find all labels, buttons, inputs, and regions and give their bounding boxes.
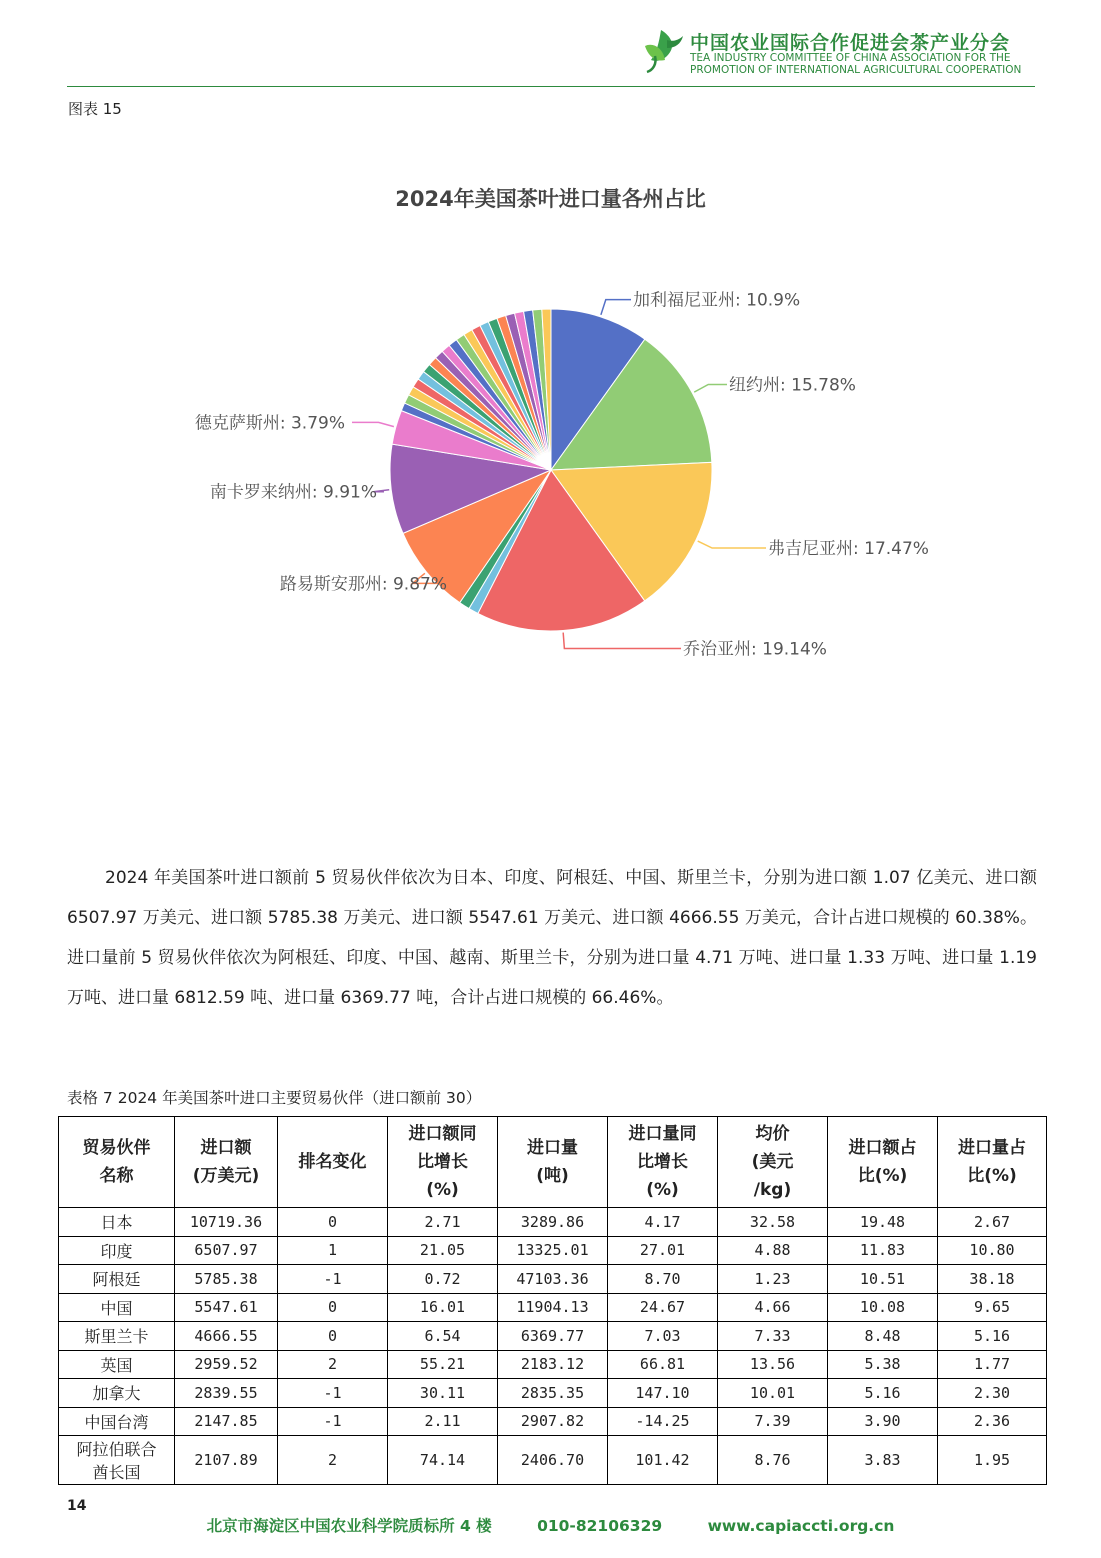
table-cell-partner: 斯里兰卡	[59, 1322, 175, 1351]
table-cell: 3.83	[828, 1436, 938, 1485]
table-cell-partner: 日本	[59, 1208, 175, 1237]
table-row	[59, 1265, 1047, 1294]
table-cell: 9.65	[938, 1293, 1047, 1322]
table-cell: 1	[278, 1236, 388, 1265]
table-cell: 101.42	[608, 1436, 718, 1485]
table-cell: 2.30	[938, 1379, 1047, 1408]
table-cell: 4.17	[608, 1208, 718, 1237]
table-cell: 6507.97	[175, 1236, 278, 1265]
table-cell: 66.81	[608, 1350, 718, 1379]
table-cell: 19.48	[828, 1208, 938, 1237]
table-cell-partner: 加拿大	[59, 1379, 175, 1408]
table-cell: 1.77	[938, 1350, 1047, 1379]
pie-leader-line	[563, 633, 681, 649]
table-cell: 13325.01	[498, 1236, 608, 1265]
table-row	[59, 1208, 1047, 1237]
body-paragraph: 2024 年美国茶叶进口额前 5 贸易伙伴依次为日本、印度、阿根廷、中国、斯里兰卡，分别为进口额 1.07 亿美元、进口额 6507.97 万美元、进口额 5785.38 万美元、进口额 5547.61 万美元、进口额 4666.55 万美元，合计占进口规模的 60.38%。进口量前 5 贸易伙伴依次为阿根廷、印度、中国、越南、斯里兰卡，分别为进口量 4.71 万吨、进口量 1.33 万吨、进口量 1.19 万吨、进口量 6812.59 吨、进口量 6369.77 吨，合计占进口规模的 66.46%。	[67, 868, 1037, 1008]
table-cell: 5785.38	[175, 1265, 278, 1294]
table-cell: 147.10	[608, 1379, 718, 1408]
table-row	[59, 1379, 1047, 1408]
pie-slice-label: 加利福尼亚州: 10.9%	[633, 290, 801, 311]
table-cell: 8.76	[718, 1436, 828, 1485]
pie-slice-label: 德克萨斯州: 3.79%	[194, 413, 345, 434]
table-cell: 2839.55	[175, 1379, 278, 1408]
pie-slice-label: 弗吉尼亚州: 17.47%	[768, 539, 929, 560]
table-cell: 1.95	[938, 1436, 1047, 1485]
org-name-cn: 中国农业国际合作促进会茶产业分会	[690, 32, 1011, 54]
table-cell: 30.11	[388, 1379, 498, 1408]
pie-chart	[0, 0, 1101, 720]
table-cell: 8.48	[828, 1322, 938, 1351]
table-header-cell: 进口量同 比增长 (%)	[608, 1117, 718, 1208]
trade-partner-table	[58, 1116, 1047, 1485]
table-cell: 7.03	[608, 1322, 718, 1351]
table-cell: 5.16	[828, 1379, 938, 1408]
table-cell: -1	[278, 1379, 388, 1408]
table-cell-partner: 阿拉伯联合 酋长国	[59, 1436, 175, 1485]
table-cell: 4.66	[718, 1293, 828, 1322]
figure-label: 图表 15	[68, 100, 122, 118]
table-cell: 0	[278, 1322, 388, 1351]
table-cell: -1	[278, 1407, 388, 1436]
table-row	[59, 1322, 1047, 1351]
table-cell-partner: 英国	[59, 1350, 175, 1379]
table-cell: 2	[278, 1436, 388, 1485]
footer-phone: 010-82106329	[537, 1517, 663, 1535]
table-header-cell: 均价 (美元 /kg)	[718, 1117, 828, 1208]
table-row	[59, 1236, 1047, 1265]
table-cell: 10.80	[938, 1236, 1047, 1265]
pie-slice-label: 南卡罗来纳州: 9.91%	[209, 482, 377, 503]
table-cell: 3289.86	[498, 1208, 608, 1237]
pie-leader-line	[694, 384, 727, 392]
table-cell-partner: 印度	[59, 1236, 175, 1265]
table-cell: 21.05	[388, 1236, 498, 1265]
table-row	[59, 1436, 1047, 1485]
table-cell: 7.33	[718, 1322, 828, 1351]
footer-website[interactable]: www.capiaccti.org.cn	[707, 1517, 895, 1535]
table-cell: 5547.61	[175, 1293, 278, 1322]
table-cell: 2.67	[938, 1208, 1047, 1237]
table-cell: 1.23	[718, 1265, 828, 1294]
table-header-cell: 进口量占 比(%)	[938, 1117, 1047, 1208]
table-header-cell: 进口额 (万美元)	[175, 1117, 278, 1208]
table-cell: 38.18	[938, 1265, 1047, 1294]
footer-address: 北京市海淀区中国农业科学院质标所 4 楼	[206, 1517, 492, 1535]
table-cell: 2959.52	[175, 1350, 278, 1379]
table-cell-partner: 中国台湾	[59, 1407, 175, 1436]
table-cell: 47103.36	[498, 1265, 608, 1294]
table-cell: 0	[278, 1293, 388, 1322]
pie-leader-line	[601, 300, 631, 315]
table-caption: 表格 7 2024 年美国茶叶进口主要贸易伙伴（进口额前 30）	[67, 1089, 482, 1107]
table-cell: 10.51	[828, 1265, 938, 1294]
page-number: 14	[67, 1498, 87, 1514]
table-cell: 6369.77	[498, 1322, 608, 1351]
table-row	[59, 1407, 1047, 1436]
pie-leader-line	[698, 541, 766, 548]
table-cell: 4666.55	[175, 1322, 278, 1351]
table-cell: 13.56	[718, 1350, 828, 1379]
pie-slice-label: 路易斯安那州: 9.87%	[279, 574, 447, 595]
table-cell: 11904.13	[498, 1293, 608, 1322]
chart-title: 2024年美国茶叶进口量各州占比	[395, 187, 706, 211]
table-cell: 3.90	[828, 1407, 938, 1436]
table-cell: 5.16	[938, 1322, 1047, 1351]
table-cell: 74.14	[388, 1436, 498, 1485]
pie-slice-label: 纽约州: 15.78%	[729, 375, 856, 396]
table-row	[59, 1350, 1047, 1379]
table-cell: 2183.12	[498, 1350, 608, 1379]
table-cell: 0	[278, 1208, 388, 1237]
table-row	[59, 1293, 1047, 1322]
table-cell: 7.39	[718, 1407, 828, 1436]
table-cell: 2835.35	[498, 1379, 608, 1408]
table-cell: 11.83	[828, 1236, 938, 1265]
table-cell: 2.36	[938, 1407, 1047, 1436]
org-name-en-line-2: PROMOTION OF INTERNATIONAL AGRICULTURAL COOPERATION	[690, 64, 1022, 76]
footer	[0, 1514, 1101, 1536]
table-header-cell: 进口额同 比增长 (%)	[388, 1117, 498, 1208]
table-header-cell: 排名变化	[278, 1117, 388, 1208]
table-cell: 16.01	[388, 1293, 498, 1322]
table-cell: 32.58	[718, 1208, 828, 1237]
table-cell: -1	[278, 1265, 388, 1294]
table-cell: 4.88	[718, 1236, 828, 1265]
table-cell: 2406.70	[498, 1436, 608, 1485]
table-cell: 27.01	[608, 1236, 718, 1265]
table-cell: 2107.89	[175, 1436, 278, 1485]
table-cell: 2907.82	[498, 1407, 608, 1436]
table-cell: 8.70	[608, 1265, 718, 1294]
table-cell: 2	[278, 1350, 388, 1379]
table-body	[59, 1208, 1047, 1485]
table-cell-partner: 中国	[59, 1293, 175, 1322]
table-cell: 0.72	[388, 1265, 498, 1294]
table-header-cell: 进口额占 比(%)	[828, 1117, 938, 1208]
table-header-cell: 贸易伙伴 名称	[59, 1117, 175, 1208]
table-cell: 55.21	[388, 1350, 498, 1379]
table-header-cell: 进口量 (吨)	[498, 1117, 608, 1208]
table-cell: -14.25	[608, 1407, 718, 1436]
table-cell: 24.67	[608, 1293, 718, 1322]
table-cell: 5.38	[828, 1350, 938, 1379]
table-cell: 10.08	[828, 1293, 938, 1322]
org-name-en-line-1: TEA INDUSTRY COMMITTEE OF CHINA ASSOCIATION FOR THE	[690, 52, 1011, 64]
table-header-row	[59, 1117, 1047, 1208]
table-cell: 2.11	[388, 1407, 498, 1436]
table-cell-partner: 阿根廷	[59, 1265, 175, 1294]
pie-slice-label: 乔治亚州: 19.14%	[683, 639, 827, 660]
table-cell: 10719.36	[175, 1208, 278, 1237]
table-cell: 6.54	[388, 1322, 498, 1351]
table-cell: 10.01	[718, 1379, 828, 1408]
table-cell: 2.71	[388, 1208, 498, 1237]
pie-leader-line	[352, 422, 394, 426]
table-cell: 2147.85	[175, 1407, 278, 1436]
